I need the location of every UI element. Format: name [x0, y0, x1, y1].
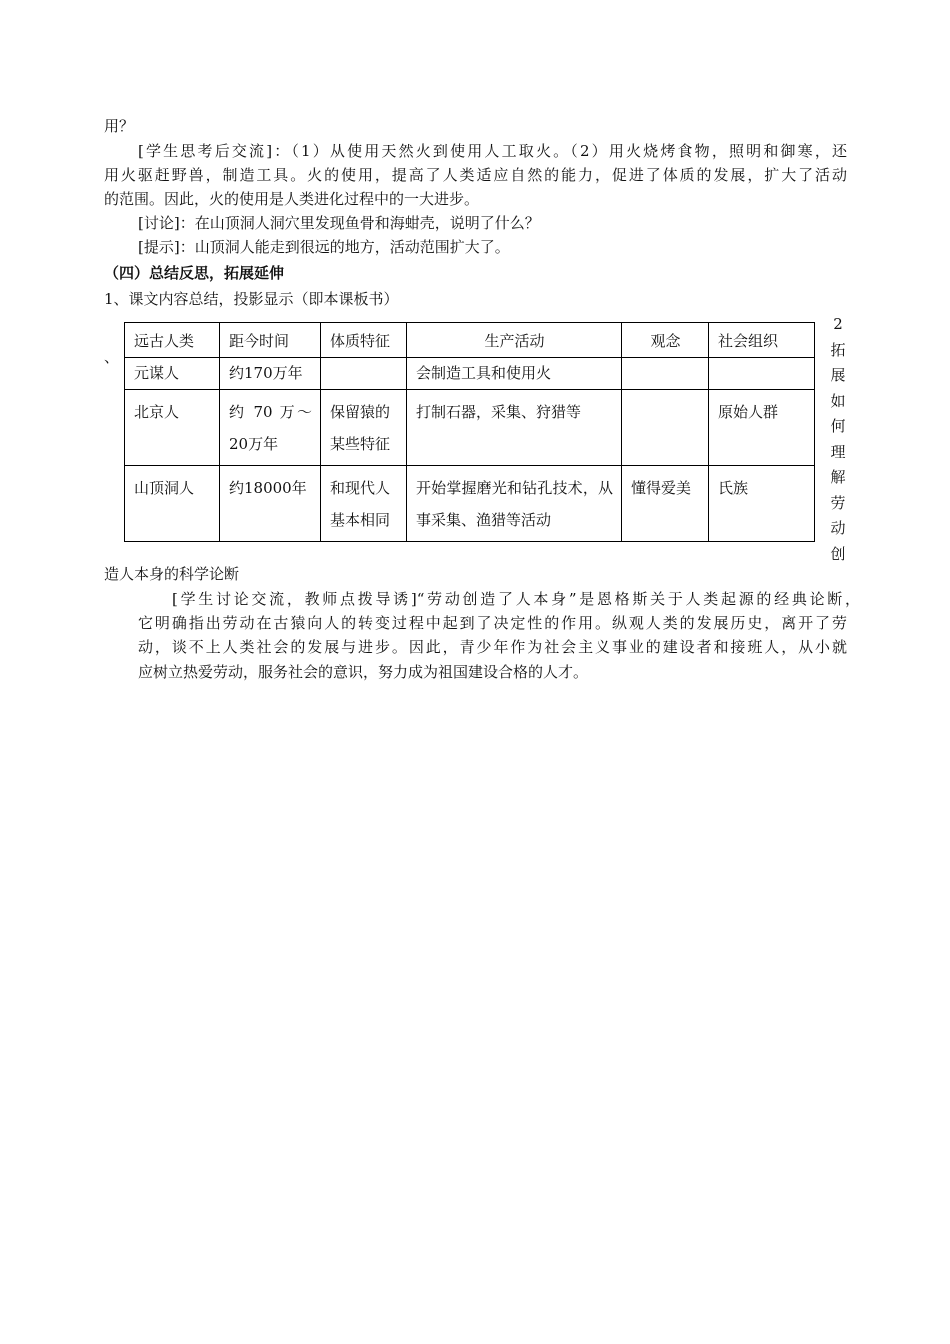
text-line: 用？ [104, 117, 135, 135]
side-comma: 、 [104, 348, 120, 366]
table-cell: 约 70 万～20万年 [220, 390, 321, 466]
side-char: 劳 [830, 493, 846, 512]
table-header-cell: 观念 [622, 323, 709, 358]
text-line: [学生讨论交流，教师点拨导诱]“劳动创造了人本身”是恩格斯关于人类起源的经典论断， [172, 590, 860, 608]
table-cell: 开始掌握磨光和钻孔技术，从事采集、渔猎等活动 [407, 466, 622, 542]
table-cell: 北京人 [125, 390, 220, 466]
side-char: 2 [833, 315, 843, 333]
text-line: [学生思考后交流]：（1）从使用天然火到使用人工取火。（2）用火烧烤食物，照明和御寒，还 [138, 142, 847, 160]
text-line: 动，谈不上人类社会的发展与进步。因此，青少年作为社会主义事业的建设者和接班人，从小就 [138, 638, 847, 656]
table-cell [622, 390, 709, 466]
table-row [125, 358, 815, 390]
table-header-cell: 距今时间 [220, 323, 321, 358]
text-line: [讨论]：在山顶洞人洞穴里发现鱼骨和海蚶壳，说明了什么？ [138, 214, 540, 232]
table-cell: 氏族 [709, 466, 815, 542]
summary-table [124, 322, 815, 542]
table-header-cell: 生产活动 [407, 323, 622, 358]
table-cell: 约170万年 [220, 358, 321, 390]
table-cell: 打制石器，采集、狩猎等 [407, 390, 622, 466]
text-line: 应树立热爱劳动，服务社会的意识，努力成为祖国建设合格的人才。 [138, 663, 589, 681]
table-cell [709, 358, 815, 390]
side-vertical-text [829, 312, 847, 567]
table-cell: 山顶洞人 [125, 466, 220, 542]
text-line: [提示]：山顶洞人能走到很远的地方，活动范围扩大了。 [138, 238, 510, 256]
side-char: 理 [830, 442, 846, 461]
text-line: 用火驱赶野兽，制造工具。火的使用，提高了人类适应自然的能力，促进了体质的发展，扩大了活动 [104, 166, 847, 184]
side-char: 拓 [830, 340, 846, 359]
table-cell: 懂得爱美 [622, 466, 709, 542]
side-char: 动 [830, 519, 846, 537]
table-header-cell: 体质特征 [321, 323, 407, 358]
side-char: 创 [830, 544, 846, 563]
side-char: 解 [830, 468, 846, 486]
section-heading: （四）总结反思，拓展延伸 [104, 264, 285, 282]
table-header-cell: 远古人类 [125, 323, 220, 358]
table-cell: 和现代人基本相同 [321, 466, 407, 542]
table-cell [622, 358, 709, 390]
table-cell: 约18000年 [220, 466, 321, 542]
table-header-cell: 社会组织 [709, 323, 815, 358]
side-char: 何 [830, 417, 846, 435]
table-cell: 原始人群 [709, 390, 815, 466]
table-cell: 会制造工具和使用火 [407, 358, 622, 390]
side-char: 如 [830, 391, 846, 410]
table-cell: 保留猿的某些特征 [321, 390, 407, 466]
table-header-row [125, 323, 815, 358]
text-line: 它明确指出劳动在古猿向人的转变过程中起到了决定性的作用。纵观人类的发展历史，离开了劳 [138, 614, 847, 632]
table-cell [321, 358, 407, 390]
text-line: 造人本身的科学论断 [104, 565, 240, 583]
side-char: 展 [830, 366, 846, 384]
text-line: 的范围。因此，火的使用是人类进化过程中的一大进步。 [104, 190, 480, 208]
table-row [125, 466, 815, 542]
text-line: 1、课文内容总结，投影显示（即本课板书） [104, 290, 399, 308]
table-row [125, 390, 815, 466]
table-cell: 元谋人 [125, 358, 220, 390]
